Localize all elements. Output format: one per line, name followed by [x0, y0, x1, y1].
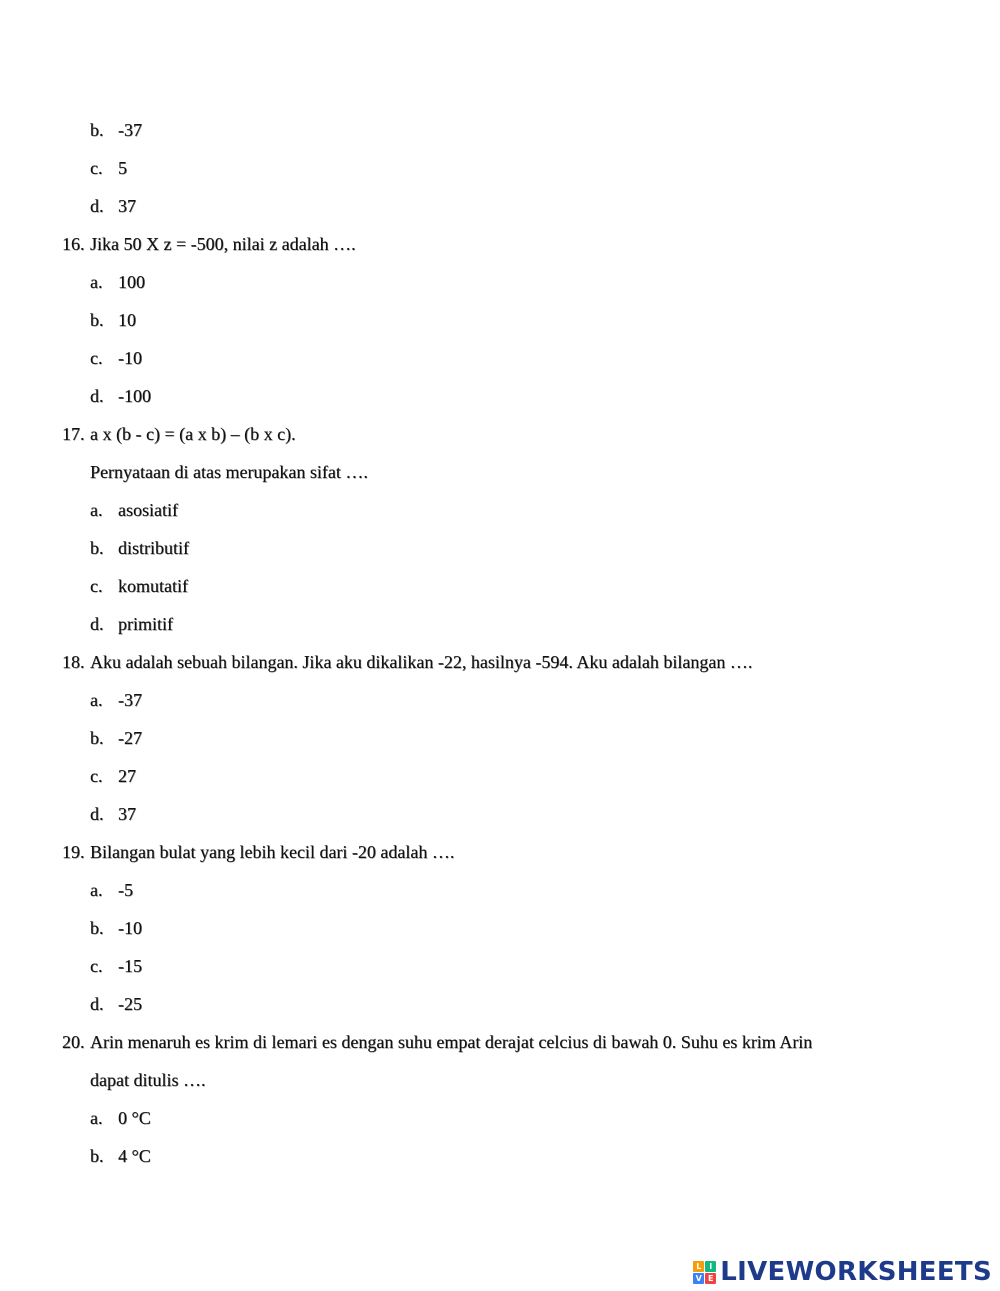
logo-tile: I [705, 1261, 716, 1272]
option-text: 4 °C [118, 1146, 151, 1166]
question-number: 20. [62, 1032, 85, 1052]
brand-name: LIVEWORKSHEETS [720, 1257, 992, 1287]
option-text: primitif [118, 614, 173, 634]
question-text: Aku adalah sebuah bilangan. Jika aku dikalikan -22, hasilnya -594. Aku adalah bilangan …. [90, 652, 753, 672]
live-grid-icon [693, 1261, 716, 1284]
option-label: b. [90, 310, 104, 330]
option-label: d. [90, 614, 104, 634]
question-number: 16. [62, 234, 85, 254]
option-text: -25 [118, 994, 142, 1014]
option-text: -10 [118, 348, 142, 368]
option-label: a. [90, 272, 103, 292]
option-label: d. [90, 994, 104, 1014]
question-text-continued: dapat ditulis …. [90, 1070, 206, 1090]
option-label: b. [90, 728, 104, 748]
option-text: -37 [118, 120, 142, 140]
logo-tile: L [693, 1261, 704, 1272]
option-label: c. [90, 766, 103, 786]
option-label: a. [90, 500, 103, 520]
question-text-continued: Pernyataan di atas merupakan sifat …. [90, 462, 368, 482]
option-text: distributif [118, 538, 189, 558]
option-text: -15 [118, 956, 142, 976]
option-label: c. [90, 956, 103, 976]
question-text: a x (b - c) = (a x b) – (b x c). [90, 424, 296, 444]
option-text: -5 [118, 880, 133, 900]
logo-tile: V [693, 1273, 704, 1284]
option-label: d. [90, 196, 104, 216]
option-text: -10 [118, 918, 142, 938]
question-number: 19. [62, 842, 85, 862]
option-label: a. [90, 690, 103, 710]
option-label: c. [90, 158, 103, 178]
option-text: 27 [118, 766, 136, 786]
question-number: 17. [62, 424, 85, 444]
option-text: 37 [118, 196, 136, 216]
option-text: asosiatif [118, 500, 178, 520]
option-text: -100 [118, 386, 151, 406]
option-text: 100 [118, 272, 145, 292]
question-text: Arin menaruh es krim di lemari es dengan suhu empat derajat celcius di bawah 0. Suhu es krim Arin [90, 1032, 813, 1052]
option-label: d. [90, 804, 104, 824]
option-label: d. [90, 386, 104, 406]
option-text: 5 [118, 158, 127, 178]
option-label: a. [90, 1108, 103, 1128]
option-text: 10 [118, 310, 136, 330]
option-label: b. [90, 538, 104, 558]
option-label: b. [90, 918, 104, 938]
option-label: b. [90, 1146, 104, 1166]
question-number: 18. [62, 652, 85, 672]
option-label: b. [90, 120, 104, 140]
option-text: -27 [118, 728, 142, 748]
option-text: 37 [118, 804, 136, 824]
option-text: 0 °C [118, 1108, 151, 1128]
question-text: Jika 50 X z = -500, nilai z adalah …. [90, 234, 356, 254]
option-label: c. [90, 348, 103, 368]
option-label: a. [90, 880, 103, 900]
logo-tile: E [705, 1273, 716, 1284]
question-text: Bilangan bulat yang lebih kecil dari -20 adalah …. [90, 842, 455, 862]
option-text: komutatif [118, 576, 188, 596]
option-label: c. [90, 576, 103, 596]
liveworksheets-logo [693, 1257, 992, 1287]
option-text: -37 [118, 690, 142, 710]
